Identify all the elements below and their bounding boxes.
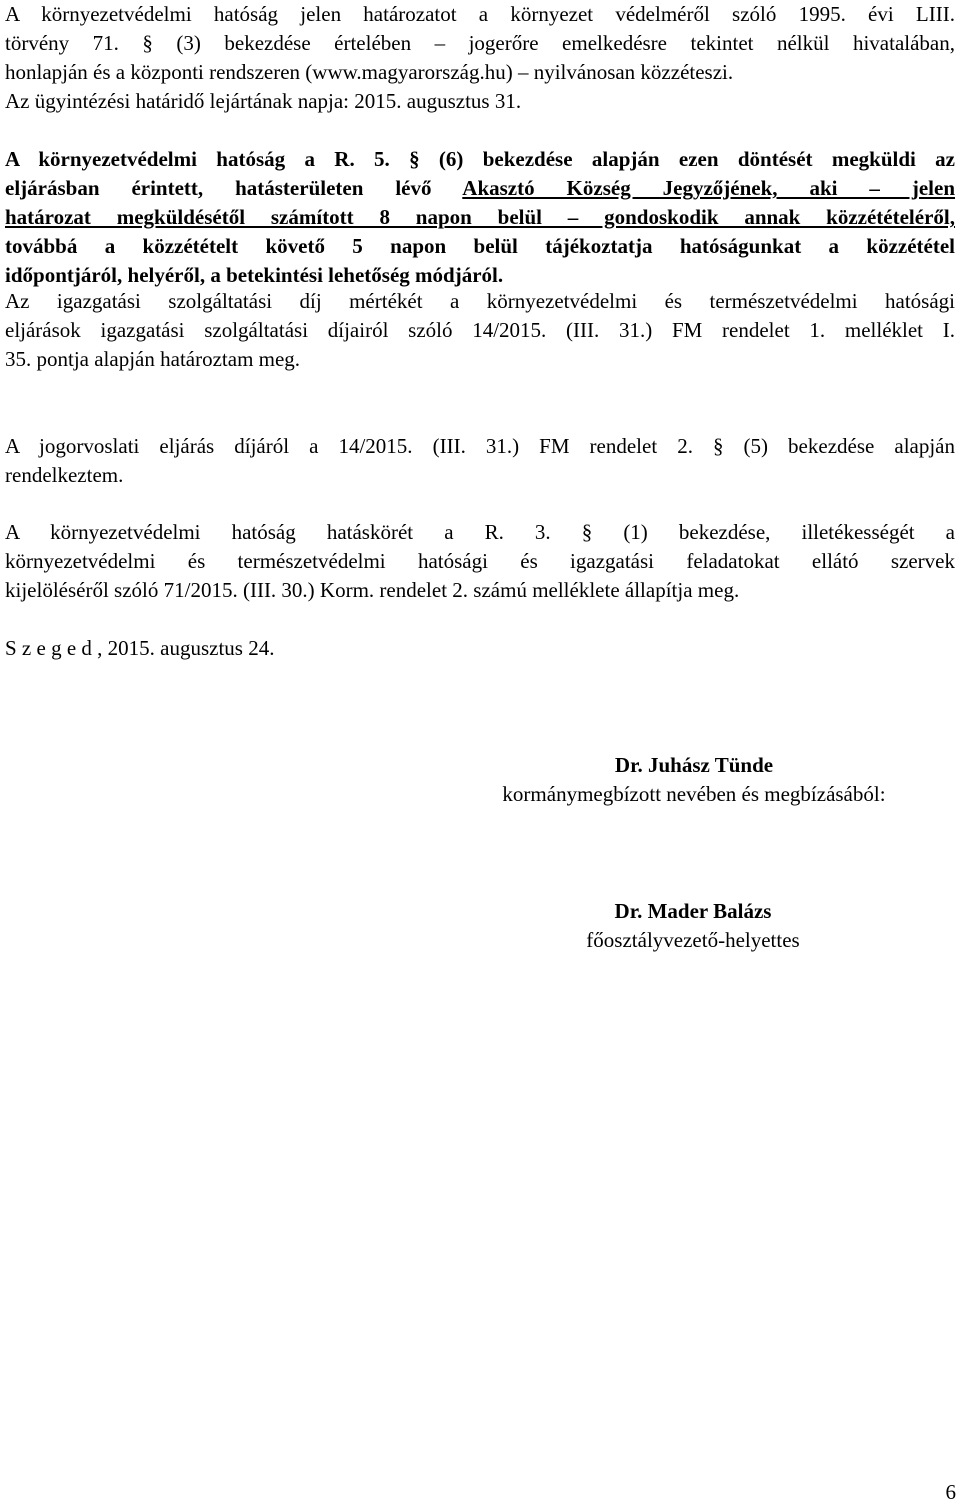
text-line: A környezetvédelmi hatóság jelen határozatot a környezet védelméről szóló 1995. évi LIII. bbox=[5, 2, 955, 26]
appeal-fee-paragraph bbox=[5, 432, 955, 490]
text-line: Az ügyintézési határidő lejártának napja: 2015. augusztus 31. bbox=[5, 89, 522, 113]
signer-name: Dr. Mader Balázs bbox=[614, 899, 772, 923]
text-line: időpontjáról, helyéről, a betekintési lehetőség módjáról. bbox=[5, 263, 504, 287]
text-segment: eljárásban érintett, hatásterületen lévő bbox=[5, 176, 463, 200]
competence-paragraph bbox=[5, 518, 955, 605]
text-line: továbbá a közzétételt követő 5 napon belül tájékoztatja hatóságunkat a közzététel bbox=[5, 234, 955, 258]
underlined-recipient: Akasztó Község Jegyzőjének, aki – jelen bbox=[462, 176, 956, 200]
text-line: Az igazgatási szolgáltatási díj mértékét a környezetvédelmi és természetvédelmi hatósági bbox=[5, 289, 955, 313]
text-line: A jogorvoslati eljárás díjáról a 14/2015. (III. 31.) FM rendelet 2. § (5) bekezdése alapján bbox=[5, 434, 955, 458]
text-line: környezetvédelmi és természetvédelmi hatósági és igazgatási feladatokat ellátó szervek bbox=[5, 549, 955, 573]
text-line bbox=[5, 174, 955, 203]
page-number: 6 bbox=[945, 1480, 956, 1504]
notification-paragraph bbox=[5, 145, 955, 290]
text-line: 35. pontja alapján határoztam meg. bbox=[5, 347, 301, 371]
signatory-name: Dr. Juhász Tünde bbox=[614, 753, 774, 777]
text-line: honlapján és a központi rendszeren (www.magyarország.hu) – nyilvánosan közzéteszi. bbox=[5, 60, 734, 84]
fee-paragraph bbox=[5, 287, 955, 374]
text-line: határozat megküldésétől számított 8 napon belül – gondoskodik annak közzétételéről, bbox=[5, 205, 955, 229]
text-line: eljárások igazgatási szolgáltatási díjairól szóló 14/2015. (III. 31.) FM rendelet 1. melléklet I. bbox=[5, 318, 955, 342]
text-line: A környezetvédelmi hatóság hatáskörét a R. 3. § (1) bekezdése, illetékességét a bbox=[5, 520, 955, 544]
signer-title: főosztályvezető-helyettes bbox=[586, 928, 800, 952]
text-line: rendelkeztem. bbox=[5, 463, 124, 487]
signatory-role: kormánymegbízott nevében és megbízásából: bbox=[502, 782, 886, 806]
text-line: törvény 71. § (3) bekezdése értelében – jogerőre emelkedésre tekintet nélkül hivatalában, bbox=[5, 31, 955, 55]
place-and-date: S z e g e d , 2015. augusztus 24. bbox=[5, 636, 275, 660]
text-line: kijelöléséről szóló 71/2015. (III. 30.) Korm. rendelet 2. számú melléklete állapítja meg. bbox=[5, 578, 740, 602]
text-line: A környezetvédelmi hatóság a R. 5. § (6) bekezdése alapján ezen döntését megküldi az bbox=[5, 147, 955, 171]
publication-paragraph bbox=[5, 0, 955, 116]
